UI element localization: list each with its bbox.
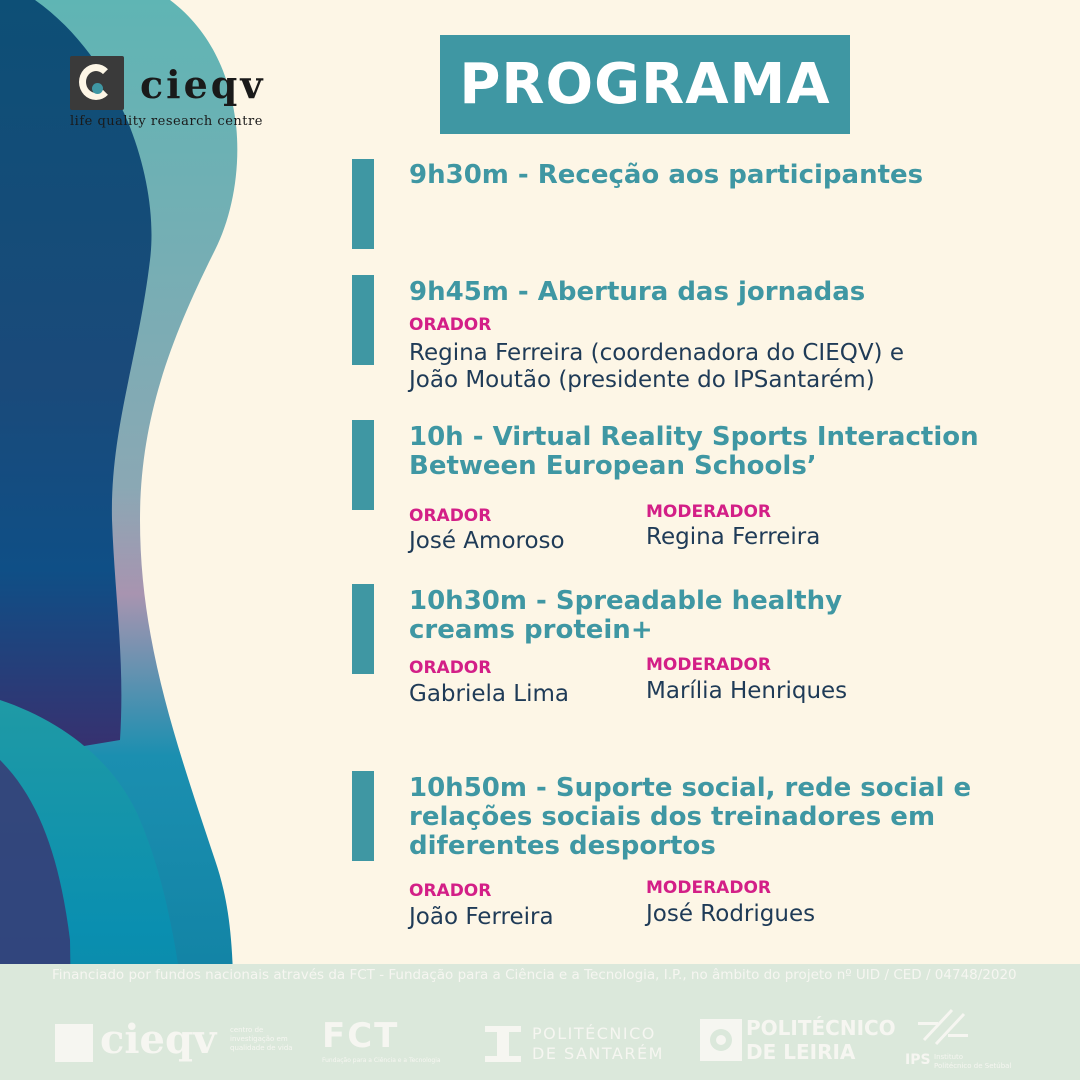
schedule-item-bar xyxy=(352,275,374,365)
page-title-box xyxy=(440,35,850,134)
schedule-item-title-line-2: relações sociais dos treinadores em xyxy=(409,802,936,832)
footer-cieqv-sub: centro de investigação em qualidade de vida xyxy=(230,1026,293,1052)
funding-text: Financiado por fundos nacionais através da FCT - Fundação para a Ciência e a Tecnologia, I.P., no âmbito do projeto nº UID / CED / 04748/2020 xyxy=(52,967,1017,983)
orador-name: João Ferreira xyxy=(409,904,554,930)
schedule-item-title-line-1: 10h - Virtual Reality Sports Interaction xyxy=(409,422,979,452)
moderador-name: Regina Ferreira xyxy=(646,524,821,550)
schedule-item-title-line-2: Between European Schools’ xyxy=(409,451,817,481)
decorative-wave-background xyxy=(0,0,260,1080)
ips-sub: Instituto Politécnico de Setúbal xyxy=(934,1053,1012,1070)
footer-sponsors xyxy=(0,964,1080,1080)
santarem-line-1: POLITÉCNICO xyxy=(532,1024,656,1043)
cieqv-logo-icon xyxy=(70,56,124,110)
schedule-item-title-line-3: diferentes desportos xyxy=(409,831,716,861)
page-title: PROGRAMA xyxy=(459,52,831,117)
footer-cieqv-name: cieqv xyxy=(100,1016,217,1063)
schedule-item-title: 9h45m - Abertura das jornadas xyxy=(409,277,866,307)
schedule-item-title-line-2: creams protein+ xyxy=(409,615,653,645)
leiria-line-1: POLITÉCNICO xyxy=(746,1016,896,1040)
leiria-line-2: DE LEIRIA xyxy=(746,1040,856,1064)
schedule-item-title-line-1: 10h30m - Spreadable healthy xyxy=(409,586,843,616)
orador-label: ORADOR xyxy=(409,658,492,678)
orador-name-line-1: Regina Ferreira (coordenadora do CIEQV) e xyxy=(409,340,904,366)
orador-name: Gabriela Lima xyxy=(409,681,570,707)
logo-tagline: life quality research centre xyxy=(70,114,263,129)
cieqv-logo-icon xyxy=(55,1024,93,1062)
logo-name: cieqv xyxy=(140,62,266,107)
footer-fct-sub: Fundação para a Ciência e a Tecnologia xyxy=(322,1057,441,1064)
santarem-emblem-icon xyxy=(483,1024,523,1064)
schedule-item-title-line-1: 10h50m - Suporte social, rede social e xyxy=(409,773,972,803)
orador-name: José Amoroso xyxy=(409,528,565,554)
moderador-label: MODERADOR xyxy=(646,502,771,522)
schedule-item-bar xyxy=(352,159,374,249)
orador-label: ORADOR xyxy=(409,506,492,526)
ips-emblem-icon xyxy=(918,1004,970,1048)
schedule-item-bar xyxy=(352,420,374,510)
moderador-name: Marília Henriques xyxy=(646,678,848,704)
orador-name-line-2: João Moutão (presidente do IPSantarém) xyxy=(409,367,875,393)
moderador-label: MODERADOR xyxy=(646,655,771,675)
ips-name: IPS xyxy=(905,1052,931,1068)
moderador-name: José Rodrigues xyxy=(646,901,816,927)
moderador-label: MODERADOR xyxy=(646,878,771,898)
footer-fct-name: FCT xyxy=(322,1016,400,1056)
orador-label: ORADOR xyxy=(409,881,492,901)
schedule-item-bar xyxy=(352,584,374,674)
orador-label: ORADOR xyxy=(409,315,492,335)
schedule-item-title: 9h30m - Receção aos participantes xyxy=(409,160,924,190)
santarem-line-2: DE SANTARÉM xyxy=(532,1044,664,1063)
schedule-item-bar xyxy=(352,771,374,861)
leiria-emblem-icon xyxy=(700,1019,742,1061)
